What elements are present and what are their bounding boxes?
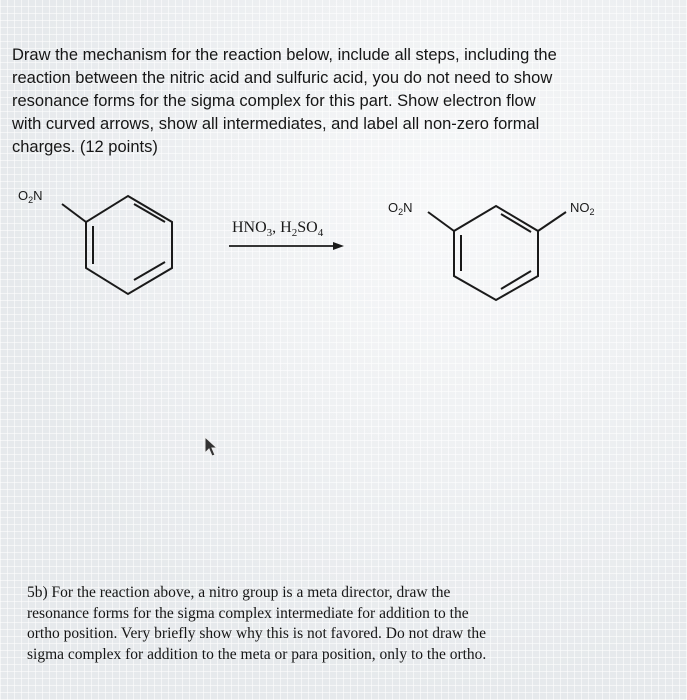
part-b-line: 5b) For the reaction above, a nitro group is a meta director, draw the <box>27 584 451 601</box>
part-b-line: sigma complex for addition to the meta or para position, only to the ortho. <box>27 645 487 663</box>
question-line: with curved arrows, show all intermediates, and label all non-zero formal <box>12 115 540 133</box>
question-line: resonance forms for the sigma complex for this part. Show electron flow <box>12 92 536 110</box>
part-b-text <box>27 583 667 665</box>
reaction-scheme <box>0 0 687 320</box>
question-line: charges. (12 points) <box>12 138 158 156</box>
reagents-label: $HNO_3$, $H_2SO_4$ <box>232 219 324 239</box>
part-b-line: ortho position. Very briefly show why this is not favored. Do not draw the <box>27 625 487 642</box>
question-line: reaction between the nitric acid and sulfuric acid, you do not need to show <box>12 69 553 87</box>
mouse-cursor-icon <box>204 436 218 458</box>
product-dinitrobenzene <box>428 206 566 300</box>
product-substituent-left-label: $O_2N$ <box>388 200 413 217</box>
reaction-arrow <box>229 242 344 250</box>
part-b-line: resonance forms for the sigma complex intermediate for addition to the <box>27 604 469 622</box>
reactant-substituent-label: $O_2N$ <box>18 188 43 205</box>
reactant-nitrobenzene <box>62 196 172 294</box>
product-substituent-right-label: $NO_2$ <box>570 200 595 217</box>
question-line: Draw the mechanism for the reaction below, include all steps, including the <box>12 46 557 64</box>
